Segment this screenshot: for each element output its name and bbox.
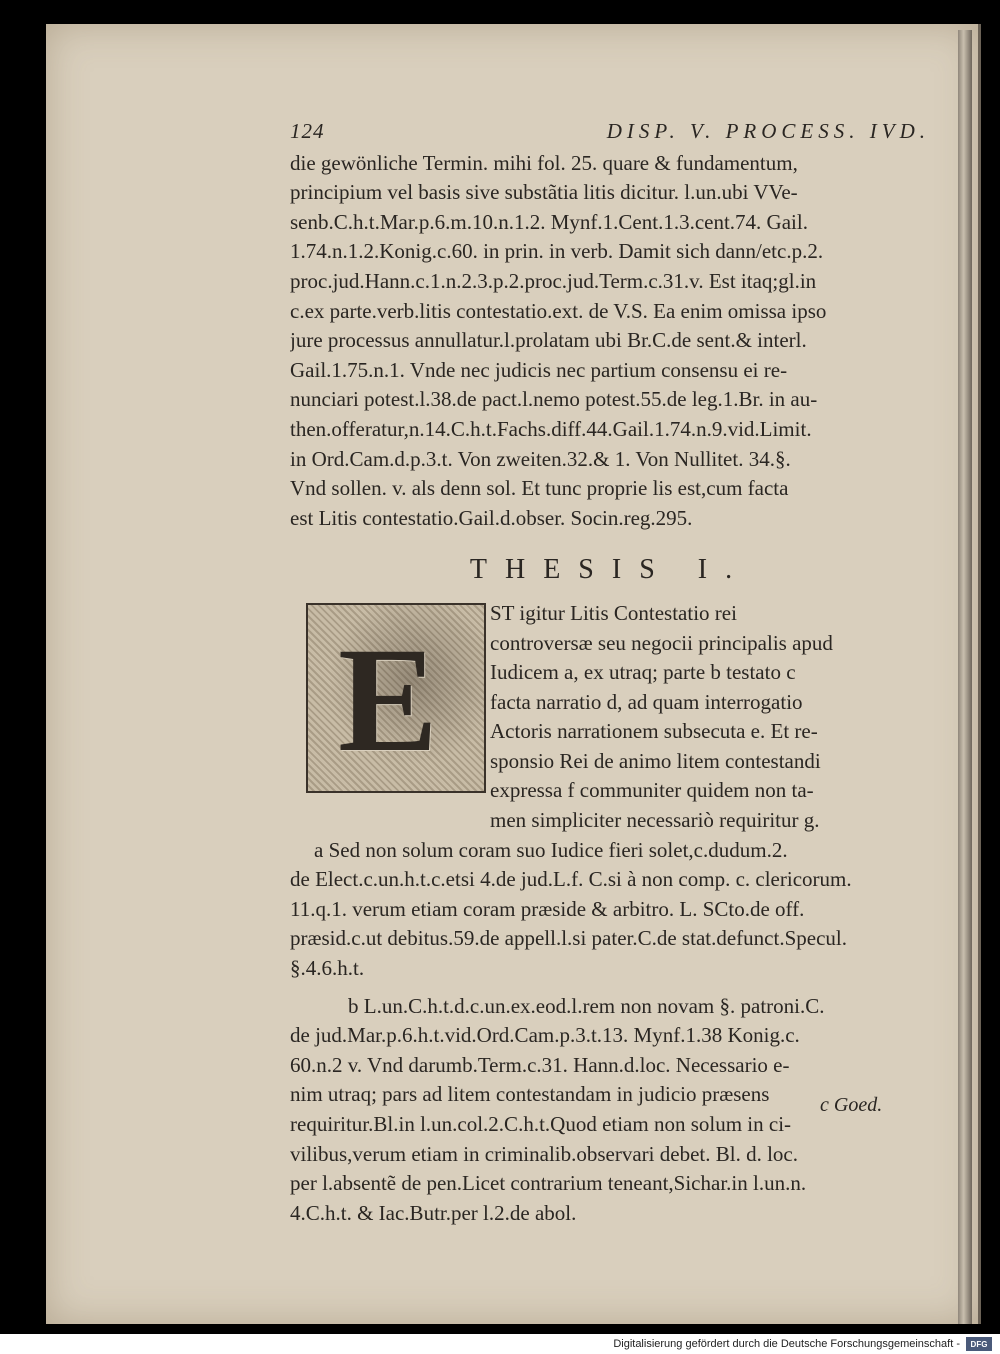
text-line: expressa f communiter quidem non ta- [490,778,814,803]
text-line: controversæ seu negocii principalis apud [490,630,833,655]
footer-bar [0,1334,1000,1354]
running-head [290,117,930,147]
page-number: 124 [290,119,325,143]
decorated-initial [306,603,486,793]
thesis-heading: THESIS I. [469,554,751,586]
note-line: vilibus,verum etiam in criminalib.observari debet. Bl. d. loc. [290,1141,798,1166]
note-line: b L.un.C.h.t.d.c.un.ex.eod.l.rem non novam §. patroni.C. [348,993,825,1018]
text-line: Actoris narrationem subsecuta e. Et re- [490,719,818,744]
note-line: de Elect.c.un.h.t.c.etsi 4.de jud.L.f. C.si à non comp. c. clericorum. [290,867,852,892]
text-line: men simpliciter necessariò requiritur g. [490,808,820,833]
text-line: c.ex parte.verb.litis contestatio.ext. de V.S. Ea enim omissa ipso [290,298,827,323]
note-a [290,836,930,984]
text-line: senb.C.h.t.Mar.p.6.m.10.n.1.2. Mynf.1.Cent.1.3.cent.74. Gail. [290,209,808,234]
text-line: facta narratio d, ad quam interrogatio [490,689,803,714]
note-line: a Sed non solum coram suo Iudice fieri solet,c.dudum.2. [314,837,788,862]
text-line: in Ord.Cam.d.p.3.t. Von zweiten.32.& 1. Von Nullitet. 34.§. [290,446,791,471]
text-line: principium vel basis sive substãtia litis dicitur. l.un.ubi VVe- [290,180,798,205]
text-line: sponsio Rei de animo litem contestandi [490,748,821,773]
text-line: proc.jud.Hann.c.1.n.2.3.p.2.proc.jud.Term.c.31.v. Est itaq;gl.in [290,268,817,293]
note-line: nim utraq; pars ad litem contestandam in judicio præsens [290,1082,770,1107]
note-line: 60.n.2 v. Vnd darumb.Term.c.31. Hann.d.loc. Necessario e- [290,1052,790,1077]
catchword: c Goed. [820,1094,883,1116]
dfg-logo-icon: DFG [966,1337,992,1351]
text-line: nunciari potest.l.38.de pact.l.nemo potest.55.de leg.1.Br. in au- [290,387,818,412]
note-line: 4.C.h.t. & Iac.Butr.per l.2.de abol. [290,1200,577,1225]
thesis-body [290,599,930,836]
note-line: de jud.Mar.p.6.h.t.vid.Ord.Cam.p.3.t.13. Mynf.1.38 Konig.c. [290,1023,800,1048]
note-line: per l.absentẽ de pen.Licet contrarium teneant,Sichar.in l.un.n. [290,1171,807,1196]
note-line: 11.q.1. verum etiam coram præside & arbitro. L. SCto.de off. [290,896,805,921]
text-line: Gail.1.75.n.1. Vnde nec judicis nec partium consensu ei re- [290,357,788,382]
text-line: Iudicem a, ex utraq; parte b testato c [490,660,796,685]
text-line: die gewönliche Termin. mihi fol. 25. quare & fundamentum, [290,150,798,175]
initial-letter: E [338,616,439,783]
running-title: DISP. V. PROCESS. IVD. [606,119,930,143]
text-line: Vnd sollen. v. als denn sol. Et tunc proprie lis est,cum facta [290,476,789,501]
text-block [290,117,930,1228]
text-line: ST igitur Litis Contestatio rei [490,600,737,625]
intro-paragraph [290,149,930,534]
page-edge [958,30,972,1324]
note-line: præsid.c.ut debitus.59.de appell.l.si pater.C.de stat.defunct.Specul. [290,926,847,951]
footer-credit: Digitalisierung gefördert durch die Deutsche Forschungsgemeinschaft - [613,1338,960,1350]
note-line: requiritur.Bl.in l.un.col.2.C.h.t.Quod etiam non solum in ci- [290,1112,792,1136]
text-line: then.offeratur,n.14.C.h.t.Fachs.diff.44.Gail.1.74.n.9.vid.Limit. [290,416,812,441]
text-line: 1.74.n.1.2.Konig.c.60. in prin. in verb. Damit sich dann/etc.p.2. [290,239,824,264]
text-line: est Litis contestatio.Gail.d.obser. Socin.reg.295. [290,505,693,530]
text-line: jure processus annullatur.l.prolatam ubi Br.C.de sent.& interl. [290,328,807,353]
note-line: §.4.6.h.t. [290,956,365,981]
